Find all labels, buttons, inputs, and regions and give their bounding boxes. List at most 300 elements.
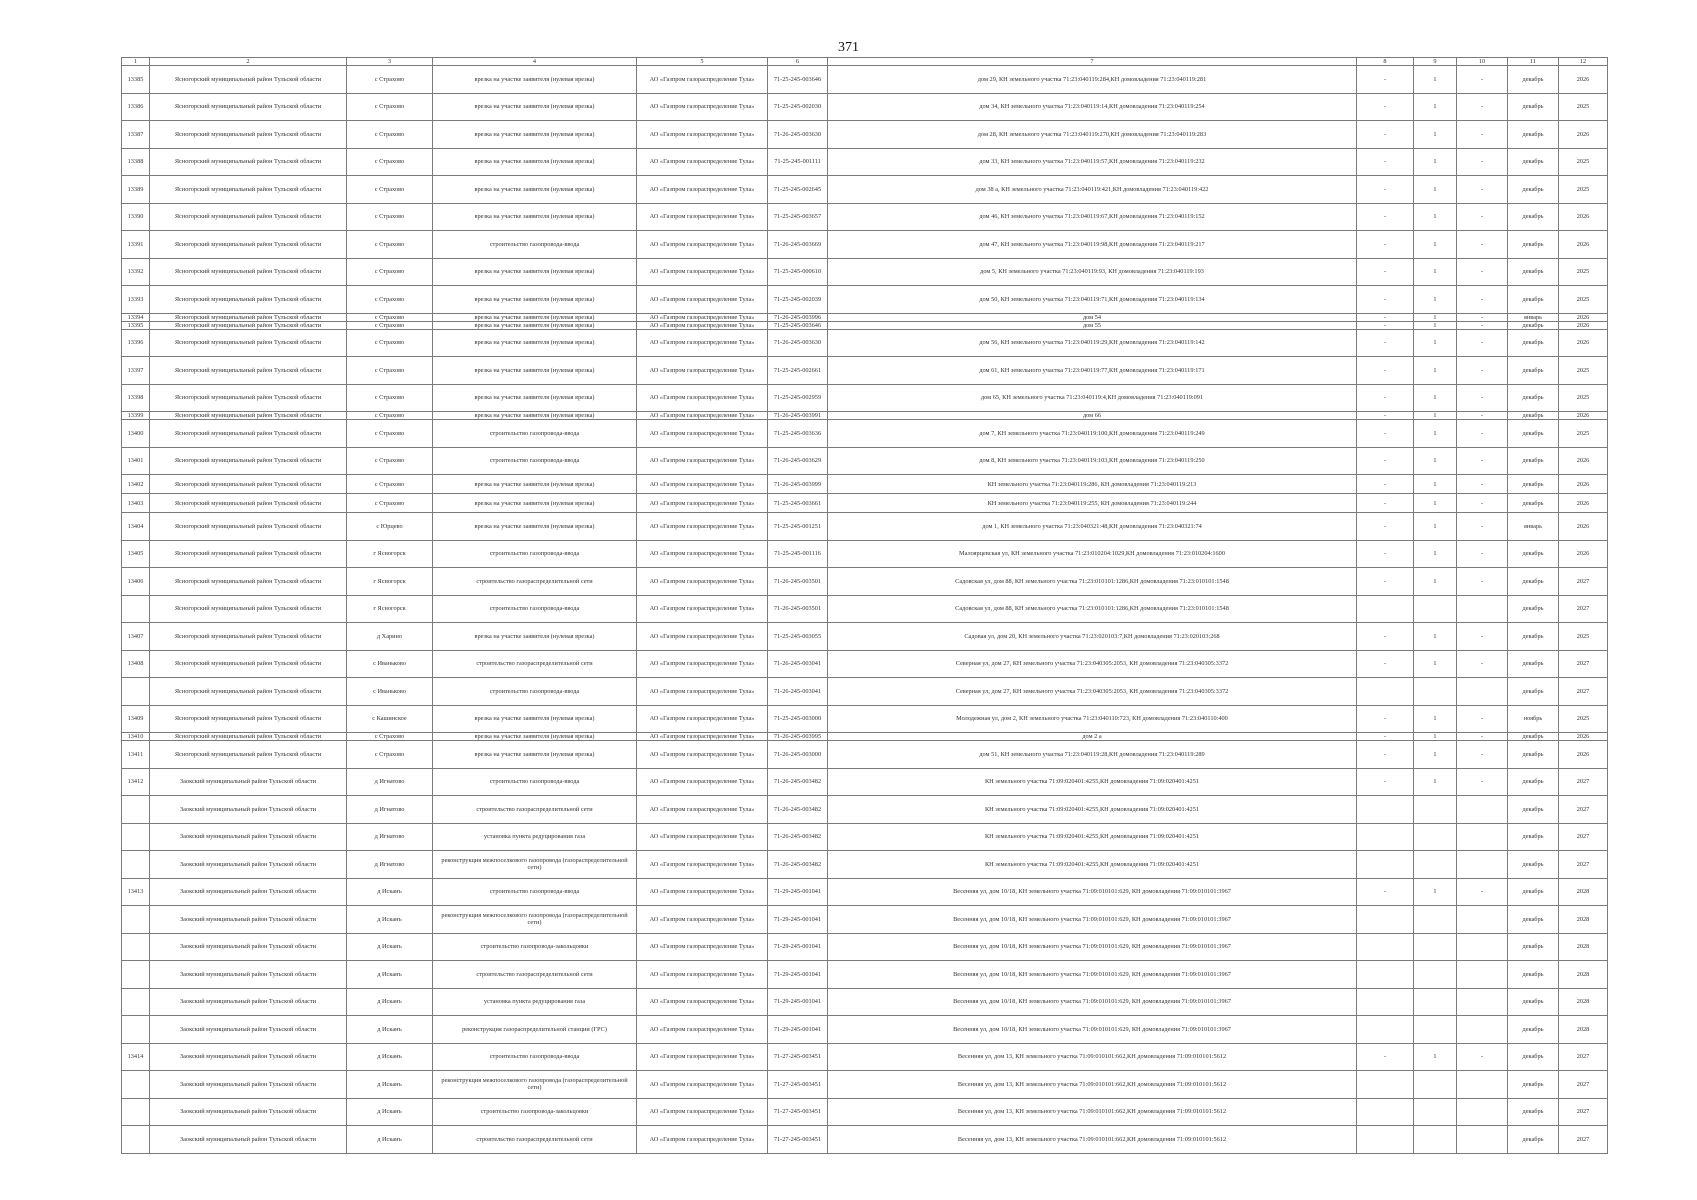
organization-cell: АО «Газпром газораспределение Тула»	[637, 823, 768, 851]
cell-10-cell	[1457, 988, 1508, 1016]
work-type-cell: врезка на участке заявителя (нулевая врезка)	[433, 705, 637, 733]
work-type-cell: врезка на участке заявителя (нулевая врезка)	[433, 93, 637, 121]
row-number-cell	[122, 961, 150, 989]
month-cell: декабрь	[1508, 540, 1559, 568]
month-cell: декабрь	[1508, 121, 1559, 149]
row-number-cell: 13403	[122, 494, 150, 513]
row-number-cell	[122, 851, 150, 879]
quantity-cell: 1	[1414, 447, 1457, 475]
month-cell: декабрь	[1508, 93, 1559, 121]
organization-cell: АО «Газпром газораспределение Тула»	[637, 1071, 768, 1099]
quantity-cell: 1	[1414, 705, 1457, 733]
address-cell: Весенняя ул, дом 10/18, КН земельного участка 71:09:010101:629, КН домовладения 71:09:010101:3967	[828, 933, 1357, 961]
settlement-cell: с Страхово	[347, 313, 433, 321]
quantity-cell: 1	[1414, 412, 1457, 420]
header-row	[122, 58, 1608, 66]
month-cell: январь	[1508, 513, 1559, 541]
organization-cell: АО «Газпром газораспределение Тула»	[637, 148, 768, 176]
month-cell: декабрь	[1508, 741, 1559, 769]
column-header-6: 6	[768, 58, 828, 66]
cell-8-cell: -	[1357, 540, 1414, 568]
settlement-cell: с Страхово	[347, 741, 433, 769]
work-type-cell: строительство газопровода-ввода	[433, 540, 637, 568]
address-cell: дом 34, КН земельного участка 71:23:040119:14,КН домовладения 71:23:040119:254	[828, 93, 1357, 121]
application-number-cell: 71-27-245-003451	[768, 1098, 828, 1126]
cell-10-cell	[1457, 1126, 1508, 1154]
municipality-cell: Ясногорский муниципальный район Тульской области	[150, 447, 347, 475]
quantity-cell: 1	[1414, 148, 1457, 176]
municipality-cell: Заокский муниципальный район Тульской области	[150, 1098, 347, 1126]
quantity-cell: 1	[1414, 1043, 1457, 1071]
month-cell: декабрь	[1508, 447, 1559, 475]
municipality-cell: Ясногорский муниципальный район Тульской области	[150, 741, 347, 769]
cell-10-cell: -	[1457, 733, 1508, 741]
organization-cell: АО «Газпром газораспределение Тула»	[637, 93, 768, 121]
address-cell: дом 8, КН земельного участка 71:23:040119:103,КН домовладения 71:23:040119:250	[828, 447, 1357, 475]
application-number-cell: 71-25-245-003000	[768, 705, 828, 733]
column-header-1: 1	[122, 58, 150, 66]
organization-cell: АО «Газпром газораспределение Тула»	[637, 203, 768, 231]
year-cell: 2025	[1559, 148, 1608, 176]
work-type-cell: врезка на участке заявителя (нулевая врезка)	[433, 741, 637, 769]
table-row	[122, 475, 1608, 494]
application-number-cell: 71-26-245-003482	[768, 768, 828, 796]
municipality-cell: Заокский муниципальный район Тульской области	[150, 851, 347, 879]
cell-10-cell: -	[1457, 258, 1508, 286]
settlement-cell: д Игнатово	[347, 851, 433, 879]
quantity-cell	[1414, 933, 1457, 961]
cell-8-cell: -	[1357, 93, 1414, 121]
settlement-cell: с Юрцево	[347, 513, 433, 541]
application-number-cell: 71-26-245-003041	[768, 650, 828, 678]
row-number-cell: 13401	[122, 447, 150, 475]
organization-cell: АО «Газпром газораспределение Тула»	[637, 121, 768, 149]
application-number-cell: 71-26-245-003000	[768, 741, 828, 769]
cell-8-cell: -	[1357, 176, 1414, 204]
settlement-cell: с Страхово	[347, 412, 433, 420]
cell-10-cell: -	[1457, 705, 1508, 733]
row-number-cell: 13394	[122, 313, 150, 321]
row-number-cell	[122, 1016, 150, 1044]
table-row	[122, 906, 1608, 934]
cell-8-cell: -	[1357, 513, 1414, 541]
column-header-12: 12	[1559, 58, 1608, 66]
row-number-cell: 13391	[122, 231, 150, 259]
application-number-cell: 71-26-245-003482	[768, 823, 828, 851]
cell-10-cell: -	[1457, 321, 1508, 329]
page-number: 371	[838, 40, 859, 55]
application-number-cell: 71-25-245-003661	[768, 494, 828, 513]
municipality-cell: Ясногорский муниципальный район Тульской области	[150, 357, 347, 385]
cell-10-cell	[1457, 933, 1508, 961]
work-type-cell: реконструкция межпоселкового газопровода (газораспределительной сети)	[433, 1071, 637, 1099]
municipality-cell: Ясногорский муниципальный район Тульской области	[150, 494, 347, 513]
organization-cell: АО «Газпром газораспределение Тула»	[637, 961, 768, 989]
address-cell: Весенняя ул, дом 10/18, КН земельного участка 71:09:010101:629, КН домовладения 71:09:010101:3967	[828, 906, 1357, 934]
organization-cell: АО «Газпром газораспределение Тула»	[637, 494, 768, 513]
cell-10-cell: -	[1457, 650, 1508, 678]
address-cell: дом 33, КН земельного участка 71:23:040119:57,КН домовладения 71:23:040119:232	[828, 148, 1357, 176]
month-cell: декабрь	[1508, 475, 1559, 494]
row-number-cell	[122, 988, 150, 1016]
quantity-cell: 1	[1414, 357, 1457, 385]
month-cell: декабрь	[1508, 1016, 1559, 1044]
organization-cell: АО «Газпром газораспределение Тула»	[637, 650, 768, 678]
cell-10-cell: -	[1457, 329, 1508, 357]
settlement-cell: с Страхово	[347, 203, 433, 231]
work-type-cell: врезка на участке заявителя (нулевая врезка)	[433, 412, 637, 420]
application-number-cell: 71-26-245-003630	[768, 329, 828, 357]
table-row	[122, 313, 1608, 321]
cell-10-cell: -	[1457, 475, 1508, 494]
cell-8-cell: -	[1357, 203, 1414, 231]
municipality-cell: Ясногорский муниципальный район Тульской области	[150, 66, 347, 94]
cell-8-cell	[1357, 796, 1414, 824]
row-number-cell	[122, 595, 150, 623]
year-cell: 2026	[1559, 494, 1608, 513]
quantity-cell	[1414, 1126, 1457, 1154]
organization-cell: АО «Газпром газораспределение Тула»	[637, 1098, 768, 1126]
quantity-cell	[1414, 823, 1457, 851]
row-number-cell: 13398	[122, 384, 150, 412]
organization-cell: АО «Газпром газораспределение Тула»	[637, 447, 768, 475]
column-header-11: 11	[1508, 58, 1559, 66]
address-cell: Садовская ул, дом 88, КН земельного участка 71:23:010101:1286,КН домовладения 71:23:010101:1548	[828, 568, 1357, 596]
organization-cell: АО «Газпром газораспределение Тула»	[637, 933, 768, 961]
year-cell: 2027	[1559, 851, 1608, 879]
cell-8-cell: -	[1357, 148, 1414, 176]
cell-10-cell: -	[1457, 447, 1508, 475]
year-cell: 2025	[1559, 384, 1608, 412]
quantity-cell: 1	[1414, 568, 1457, 596]
work-type-cell: установка пункта редуцирования газа	[433, 823, 637, 851]
municipality-cell: Ясногорский муниципальный район Тульской области	[150, 148, 347, 176]
cell-10-cell	[1457, 1016, 1508, 1044]
work-type-cell: реконструкция межпоселкового газопровода (газораспределительной сети)	[433, 851, 637, 879]
address-cell: дом 28, КН земельного участка 71:23:040119:270,КН домовладения 71:23:040119:283	[828, 121, 1357, 149]
work-type-cell: строительство газопровода-ввода	[433, 231, 637, 259]
application-number-cell: 71-25-245-002039	[768, 286, 828, 314]
settlement-cell: с Страхово	[347, 93, 433, 121]
cell-8-cell: -	[1357, 357, 1414, 385]
cell-8-cell	[1357, 851, 1414, 879]
cell-8-cell: -	[1357, 313, 1414, 321]
municipality-cell: Ясногорский муниципальный район Тульской области	[150, 623, 347, 651]
address-cell: Весенняя ул, дом 10/18, КН земельного участка 71:09:010101:629, КН домовладения 71:09:010101:3967	[828, 988, 1357, 1016]
address-cell: дом 46, КН земельного участка 71:23:040119:67,КН домовладения 71:23:040119:152	[828, 203, 1357, 231]
year-cell: 2027	[1559, 1043, 1608, 1071]
settlement-cell: с Страхово	[347, 66, 433, 94]
cell-10-cell	[1457, 595, 1508, 623]
row-number-cell	[122, 1126, 150, 1154]
month-cell: декабрь	[1508, 568, 1559, 596]
month-cell: декабрь	[1508, 286, 1559, 314]
month-cell: декабрь	[1508, 768, 1559, 796]
work-type-cell: строительство газораспределительной сети	[433, 568, 637, 596]
table-row	[122, 1098, 1608, 1126]
application-number-cell: 71-25-245-002661	[768, 357, 828, 385]
settlement-cell: с Страхово	[347, 447, 433, 475]
cell-10-cell	[1457, 823, 1508, 851]
application-number-cell: 71-25-245-003646	[768, 66, 828, 94]
year-cell: 2027	[1559, 768, 1608, 796]
cell-10-cell: -	[1457, 1043, 1508, 1071]
cell-10-cell: -	[1457, 148, 1508, 176]
municipality-cell: Ясногорский муниципальный район Тульской области	[150, 705, 347, 733]
quantity-cell	[1414, 1071, 1457, 1099]
settlement-cell: с Страхово	[347, 176, 433, 204]
cell-8-cell: -	[1357, 121, 1414, 149]
settlement-cell: с Иваньково	[347, 650, 433, 678]
address-cell: Весенняя ул, дом 13, КН земельного участка 71:09:010101:662,КН домовладения 71:09:010101:5612	[828, 1098, 1357, 1126]
cell-10-cell: -	[1457, 494, 1508, 513]
year-cell: 2026	[1559, 475, 1608, 494]
month-cell: декабрь	[1508, 66, 1559, 94]
settlement-cell: с Страхово	[347, 384, 433, 412]
cell-10-cell: -	[1457, 623, 1508, 651]
cell-8-cell	[1357, 1071, 1414, 1099]
month-cell: декабрь	[1508, 420, 1559, 448]
month-cell: декабрь	[1508, 258, 1559, 286]
cell-8-cell: -	[1357, 741, 1414, 769]
cell-8-cell: -	[1357, 258, 1414, 286]
table-row	[122, 741, 1608, 769]
settlement-cell: д Игнатово	[347, 768, 433, 796]
municipality-cell: Заокский муниципальный район Тульской области	[150, 1016, 347, 1044]
cell-8-cell: -	[1357, 623, 1414, 651]
application-number-cell: 71-25-245-003636	[768, 420, 828, 448]
settlement-cell: с Иваньково	[347, 678, 433, 706]
quantity-cell	[1414, 678, 1457, 706]
table-row	[122, 678, 1608, 706]
month-cell: декабрь	[1508, 988, 1559, 1016]
address-cell: дом 51, КН земельного участка 71:23:040119:28,КН домовладения 71:23:040119:289	[828, 741, 1357, 769]
month-cell: декабрь	[1508, 357, 1559, 385]
work-type-cell: строительство газораспределительной сети	[433, 650, 637, 678]
row-number-cell: 13393	[122, 286, 150, 314]
work-type-cell: установка пункта редуцирования газа	[433, 988, 637, 1016]
settlement-cell: д Исканъ	[347, 961, 433, 989]
cell-8-cell	[1357, 1098, 1414, 1126]
cell-10-cell	[1457, 961, 1508, 989]
organization-cell: АО «Газпром газораспределение Тула»	[637, 1043, 768, 1071]
cell-8-cell	[1357, 906, 1414, 934]
year-cell: 2028	[1559, 988, 1608, 1016]
cell-10-cell: -	[1457, 121, 1508, 149]
organization-cell: АО «Газпром газораспределение Тула»	[637, 705, 768, 733]
municipality-cell: Ясногорский муниципальный район Тульской области	[150, 93, 347, 121]
organization-cell: АО «Газпром газораспределение Тула»	[637, 258, 768, 286]
organization-cell: АО «Газпром газораспределение Тула»	[637, 66, 768, 94]
work-type-cell: врезка на участке заявителя (нулевая врезка)	[433, 329, 637, 357]
address-cell: дом 5, КН земельного участка 71:23:040119:93, КН домовладения 71:23:040119:193	[828, 258, 1357, 286]
row-number-cell: 13410	[122, 733, 150, 741]
row-number-cell: 13388	[122, 148, 150, 176]
table-row	[122, 384, 1608, 412]
application-number-cell: 71-26-245-003041	[768, 678, 828, 706]
month-cell: декабрь	[1508, 1126, 1559, 1154]
table-body	[122, 66, 1608, 1154]
municipality-cell: Ясногорский муниципальный район Тульской области	[150, 420, 347, 448]
cell-10-cell: -	[1457, 203, 1508, 231]
quantity-cell: 1	[1414, 741, 1457, 769]
cell-10-cell	[1457, 1071, 1508, 1099]
application-number-cell: 71-29-245-001041	[768, 961, 828, 989]
address-cell: дом 2 а	[828, 733, 1357, 741]
organization-cell: АО «Газпром газораспределение Тула»	[637, 1016, 768, 1044]
quantity-cell	[1414, 1016, 1457, 1044]
organization-cell: АО «Газпром газораспределение Тула»	[637, 313, 768, 321]
application-number-cell: 71-25-245-001251	[768, 513, 828, 541]
table-row	[122, 329, 1608, 357]
year-cell: 2026	[1559, 203, 1608, 231]
address-cell: дом 29, КН земельного участка 71:23:040119:284,КН домовладения 71:23:040119:281	[828, 66, 1357, 94]
organization-cell: АО «Газпром газораспределение Тула»	[637, 741, 768, 769]
cell-10-cell: -	[1457, 357, 1508, 385]
application-number-cell: 71-26-245-003482	[768, 796, 828, 824]
year-cell: 2026	[1559, 540, 1608, 568]
quantity-cell: 1	[1414, 121, 1457, 149]
application-number-cell: 71-25-245-002030	[768, 93, 828, 121]
table-row	[122, 412, 1608, 420]
municipality-cell: Заокский муниципальный район Тульской области	[150, 933, 347, 961]
municipality-cell: Ясногорский муниципальный район Тульской области	[150, 650, 347, 678]
municipality-cell: Заокский муниципальный район Тульской области	[150, 823, 347, 851]
settlement-cell: д Исканъ	[347, 988, 433, 1016]
municipality-cell: Ясногорский муниципальный район Тульской области	[150, 475, 347, 494]
municipality-cell: Заокский муниципальный район Тульской области	[150, 878, 347, 906]
settlement-cell: д Исканъ	[347, 906, 433, 934]
column-header-9: 9	[1414, 58, 1457, 66]
address-cell: Весенняя ул, дом 13, КН земельного участка 71:09:010101:662,КН домовладения 71:09:010101:5612	[828, 1043, 1357, 1071]
work-type-cell: врезка на участке заявителя (нулевая врезка)	[433, 475, 637, 494]
table-row	[122, 1126, 1608, 1154]
quantity-cell: 1	[1414, 66, 1457, 94]
settlement-cell: с Страхово	[347, 121, 433, 149]
application-number-cell: 71-25-245-002645	[768, 176, 828, 204]
municipality-cell: Ясногорский муниципальный район Тульской области	[150, 678, 347, 706]
table-row	[122, 321, 1608, 329]
application-number-cell: 71-27-245-003451	[768, 1071, 828, 1099]
year-cell: 2025	[1559, 420, 1608, 448]
work-type-cell: врезка на участке заявителя (нулевая врезка)	[433, 513, 637, 541]
application-number-cell: 71-27-245-003451	[768, 1126, 828, 1154]
cell-8-cell	[1357, 1126, 1414, 1154]
organization-cell: АО «Газпром газораспределение Тула»	[637, 329, 768, 357]
address-cell: дом 1, КН земельного участка 71:23:040321:48,КН домовладения 71:23:040321:74	[828, 513, 1357, 541]
cell-8-cell	[1357, 988, 1414, 1016]
work-type-cell: врезка на участке заявителя (нулевая врезка)	[433, 176, 637, 204]
application-number-cell: 71-26-245-003999	[768, 475, 828, 494]
address-cell: Весенняя ул, дом 13, КН земельного участка 71:09:010101:662,КН домовладения 71:09:010101:5612	[828, 1126, 1357, 1154]
address-cell: КН земельного участка 71:09:020401:4255,КН домовладения 71:09:020401:4251	[828, 796, 1357, 824]
year-cell: 2026	[1559, 329, 1608, 357]
work-type-cell: строительство газораспределительной сети	[433, 1126, 637, 1154]
month-cell: декабрь	[1508, 412, 1559, 420]
cell-10-cell: -	[1457, 313, 1508, 321]
quantity-cell: 1	[1414, 329, 1457, 357]
municipality-cell: Ясногорский муниципальный район Тульской области	[150, 313, 347, 321]
address-cell: дом 55	[828, 321, 1357, 329]
cell-10-cell: -	[1457, 420, 1508, 448]
application-number-cell: 71-26-245-003995	[768, 733, 828, 741]
table-row	[122, 768, 1608, 796]
organization-cell: АО «Газпром газораспределение Тула»	[637, 412, 768, 420]
application-number-cell: 71-29-245-001041	[768, 906, 828, 934]
row-number-cell: 13412	[122, 768, 150, 796]
row-number-cell: 13389	[122, 176, 150, 204]
cell-8-cell	[1357, 961, 1414, 989]
organization-cell: АО «Газпром газораспределение Тула»	[637, 595, 768, 623]
year-cell: 2028	[1559, 961, 1608, 989]
month-cell: декабрь	[1508, 878, 1559, 906]
cell-10-cell: -	[1457, 384, 1508, 412]
organization-cell: АО «Газпром газораспределение Тула»	[637, 420, 768, 448]
quantity-cell	[1414, 851, 1457, 879]
organization-cell: АО «Газпром газораспределение Тула»	[637, 878, 768, 906]
year-cell: 2026	[1559, 513, 1608, 541]
settlement-cell: г Ясногорск	[347, 568, 433, 596]
settlement-cell: с Страхово	[347, 321, 433, 329]
row-number-cell: 13390	[122, 203, 150, 231]
month-cell: декабрь	[1508, 176, 1559, 204]
row-number-cell: 13387	[122, 121, 150, 149]
row-number-cell: 13386	[122, 93, 150, 121]
table-row	[122, 796, 1608, 824]
work-type-cell: врезка на участке заявителя (нулевая врезка)	[433, 494, 637, 513]
year-cell: 2027	[1559, 1126, 1608, 1154]
cell-10-cell	[1457, 851, 1508, 879]
cell-8-cell: -	[1357, 705, 1414, 733]
organization-cell: АО «Газпром газораспределение Тула»	[637, 768, 768, 796]
year-cell: 2027	[1559, 568, 1608, 596]
table-row	[122, 1016, 1608, 1044]
year-cell: 2028	[1559, 906, 1608, 934]
address-cell: Садовая ул, дом 20, КН земельного участка 71:23:020103:7,КН домовладения 71:23:020103:268	[828, 623, 1357, 651]
month-cell: декабрь	[1508, 650, 1559, 678]
address-cell: КН земельного участка 71:23:040119:255, КН домовладения 71:23:040119:244	[828, 494, 1357, 513]
application-number-cell: 71-26-245-003991	[768, 412, 828, 420]
municipality-cell: Заокский муниципальный район Тульской области	[150, 961, 347, 989]
application-number-cell: 71-29-245-001041	[768, 878, 828, 906]
organization-cell: АО «Газпром газораспределение Тула»	[637, 176, 768, 204]
municipality-cell: Ясногорский муниципальный район Тульской области	[150, 384, 347, 412]
cell-10-cell: -	[1457, 412, 1508, 420]
settlement-cell: с Страхово	[347, 231, 433, 259]
settlement-cell: с Страхово	[347, 475, 433, 494]
table-row	[122, 148, 1608, 176]
address-cell: КН земельного участка 71:09:020401:4255,КН домовладения 71:09:020401:4251	[828, 823, 1357, 851]
month-cell: декабрь	[1508, 203, 1559, 231]
work-type-cell: строительство газопровода-ввода	[433, 447, 637, 475]
address-cell: дом 54	[828, 313, 1357, 321]
year-cell: 2026	[1559, 66, 1608, 94]
application-number-cell: 71-25-245-002959	[768, 384, 828, 412]
year-cell: 2027	[1559, 796, 1608, 824]
year-cell: 2025	[1559, 286, 1608, 314]
year-cell: 2026	[1559, 741, 1608, 769]
year-cell: 2027	[1559, 650, 1608, 678]
table-row	[122, 933, 1608, 961]
work-type-cell: врезка на участке заявителя (нулевая врезка)	[433, 258, 637, 286]
column-header-4: 4	[433, 58, 637, 66]
address-cell: Малоярцевская ул, КН земельного участка 71:23:010204:1029,КН домовладения 71:23:010204:1600	[828, 540, 1357, 568]
organization-cell: АО «Газпром газораспределение Тула»	[637, 384, 768, 412]
year-cell: 2026	[1559, 121, 1608, 149]
month-cell: декабрь	[1508, 623, 1559, 651]
quantity-cell: 1	[1414, 623, 1457, 651]
month-cell: декабрь	[1508, 851, 1559, 879]
